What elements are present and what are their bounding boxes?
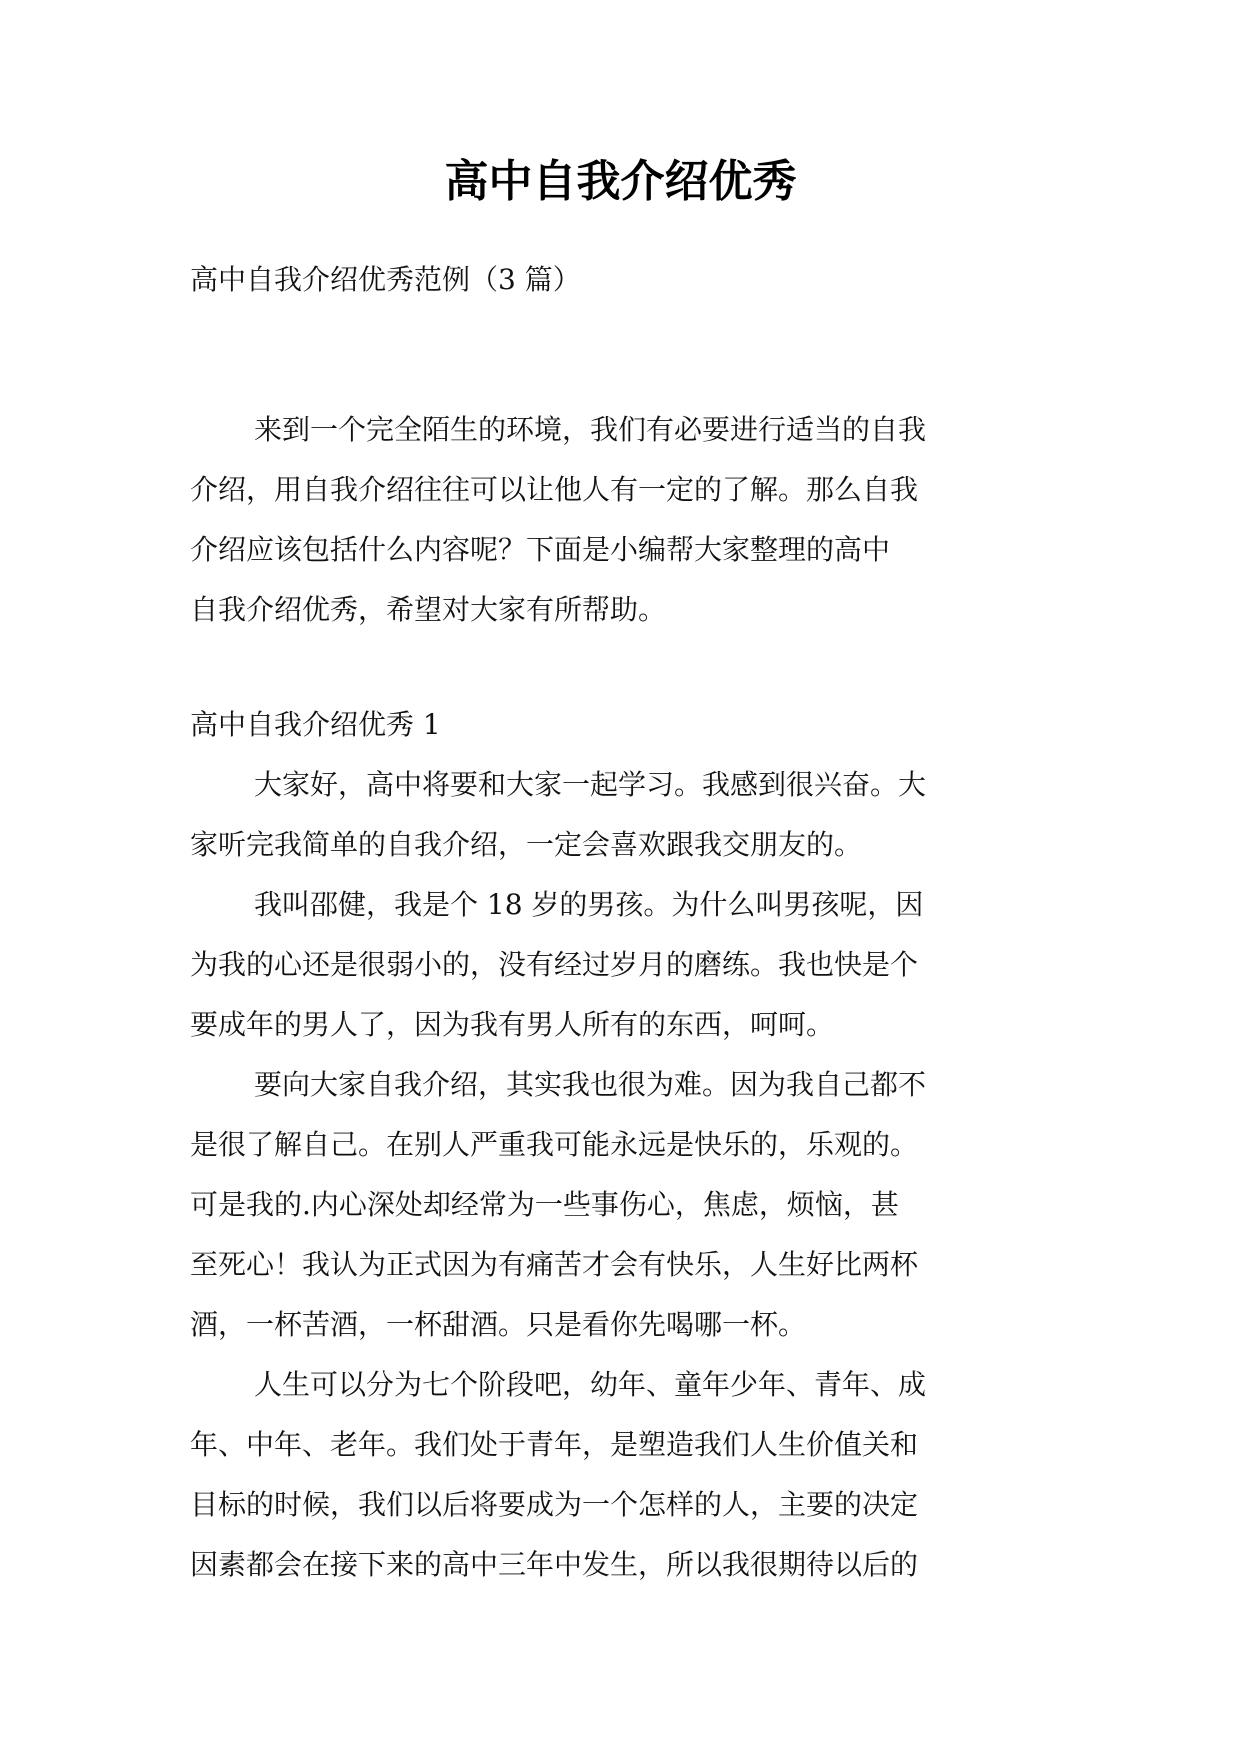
text-line: 自我介绍优秀，希望对大家有所帮助。 [190,593,667,626]
section-heading: 高中自我介绍优秀 1 [190,708,441,741]
text-line: 家听完我简单的自我介绍，一定会喜欢跟我交朋友的。 [190,828,863,861]
text-line: 可是我的.内心深处却经常为一些事伤心，焦虑，烦恼，甚 [190,1188,899,1221]
text-line: 要成年的男人了，因为我有男人所有的东西，呵呵。 [190,1008,835,1041]
intro-paragraph [190,400,1070,640]
text-line: 为我的心还是很弱小的，没有经过岁月的磨练。我也快是个 [190,948,919,981]
text-line: 年、中年、老年。我们处于青年，是塑造我们人生价值关和 [190,1428,919,1461]
body-text [190,755,1070,1595]
text-line: 因素都会在接下来的高中三年中发生，所以我很期待以后的 [190,1548,919,1581]
text-line: 至死心！我认为正式因为有痛苦才会有快乐，人生好比两杯 [190,1248,919,1281]
text-line: 人生可以分为七个阶段吧，幼年、童年少年、青年、成 [254,1368,927,1401]
text-line: 大家好，高中将要和大家一起学习。我感到很兴奋。大 [254,768,927,801]
text-line: 是很了解自己。在别人严重我可能永远是快乐的，乐观的。 [190,1128,919,1161]
text-line: 介绍应该包括什么内容呢？下面是小编帮大家整理的高中 [190,533,891,566]
text-line: 目标的时候，我们以后将要成为一个怎样的人，主要的决定 [190,1488,919,1521]
text-line: 我叫邵健，我是个 18 岁的男孩。为什么叫男孩呢，因 [254,888,924,921]
document-subtitle: 高中自我介绍优秀范例（3 篇） [190,263,581,296]
document-title: 高中自我介绍优秀 [444,156,797,207]
text-line: 来到一个完全陌生的环境，我们有必要进行适当的自我 [254,413,927,446]
text-line: 要向大家自我介绍，其实我也很为难。因为我自己都不 [254,1068,927,1101]
text-line: 介绍，用自我介绍往往可以让他人有一定的了解。那么自我 [190,473,919,506]
text-line: 酒，一杯苦酒，一杯甜酒。只是看你先喝哪一杯。 [190,1308,807,1341]
